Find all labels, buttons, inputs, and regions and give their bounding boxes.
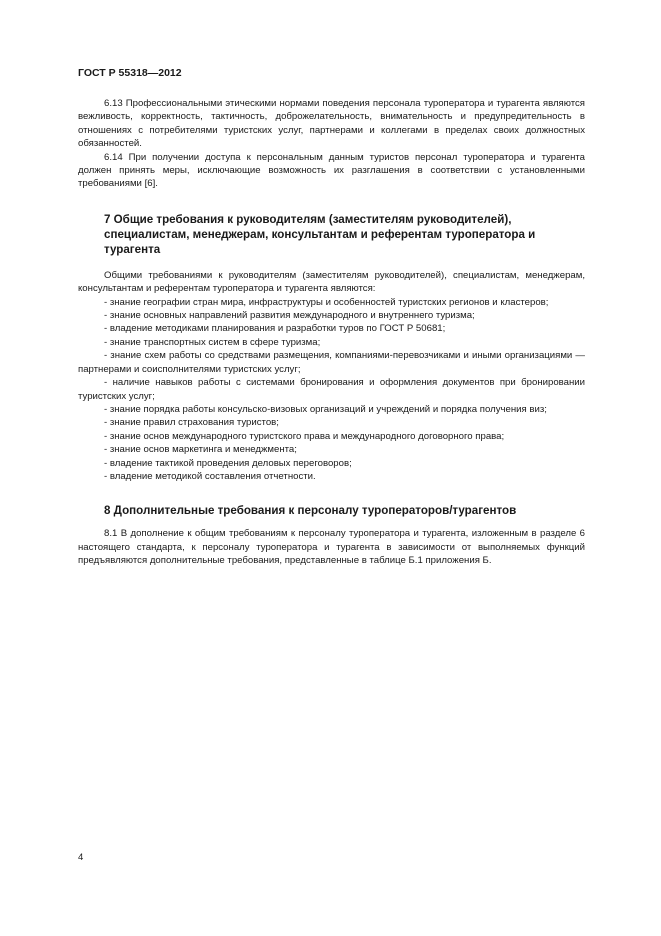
page-number: 4 <box>78 852 84 863</box>
list-item: - наличие навыков работы с системами бронирования и оформления документов при бронировании туристских услуг; <box>78 377 585 402</box>
section-7-heading: 7 Общие требования к руководителям (заместителям руководителей), специалистам, менеджерам, консультантам и референтам туроператора и турагента <box>104 212 536 256</box>
paragraph-8-1: 8.1 В дополнение к общим требованиям к персоналу туроператора и турагента, изложенным в разделе 6 настоящего стандарта, к персоналу туроператора и турагента в зависимости от выполняемых функций предъявляются дополнительные требования, представленные в таблице Б.1 приложения Б. <box>78 528 585 567</box>
paragraph-6-14: 6.14 При получении доступа к персональным данным туристов персонал туроператора и турагента должен принять меры, исключающие возможность их разглашения в соответствии с установленными требованиями [6]. <box>78 151 585 190</box>
document-body <box>78 97 585 568</box>
document-header: ГОСТ Р 55318—2012 <box>78 67 182 79</box>
list-item: - знание порядка работы консульско-визовых организаций и учреждений и порядка получения виз; <box>104 403 547 415</box>
section-8-heading: 8 Дополнительные требования к персоналу туроператоров/турагентов <box>104 504 517 518</box>
section-7-intro: Общими требованиями к руководителям (заместителям руководителей), специалистам, менеджерам, консультантам и референтам туроператора и турагента являются: <box>78 269 585 295</box>
list-item: - владение методикой составления отчетности. <box>104 470 316 482</box>
list-item: - знание транспортных систем в сфере туризма; <box>104 336 321 348</box>
paragraph-6-13: 6.13 Профессиональными этическими нормами поведения персонала туроператора и турагента являются вежливость, корректность, тактичность, доброжелательность, внимательность и предупредительность в отношениях с потребителями туристских услуг, партнерами и коллегами в пределах своих должностных обязанностей. <box>78 98 585 150</box>
list-item: - знание схем работы со средствами размещения, компаниями-перевозчиками и иными организациями — партнерами и соисполнителями туристских услуг; <box>78 350 585 375</box>
list-item: - знание основ маркетинга и менеджмента; <box>104 444 297 456</box>
list-item: - владение методиками планирования и разработки туров по ГОСТ Р 50681; <box>104 323 446 335</box>
list-item: - знание основ международного туристского права и международного договорного права; <box>104 430 505 442</box>
list-item: - знание правил страхования туристов; <box>104 417 279 429</box>
list-item: - владение тактикой проведения деловых переговоров; <box>104 457 352 469</box>
list-item: - знание основных направлений развития международного и внутреннего туризма; <box>104 310 475 322</box>
list-item: - знание географии стран мира, инфраструктуры и особенностей туристских регионов и кластеров; <box>104 296 549 308</box>
